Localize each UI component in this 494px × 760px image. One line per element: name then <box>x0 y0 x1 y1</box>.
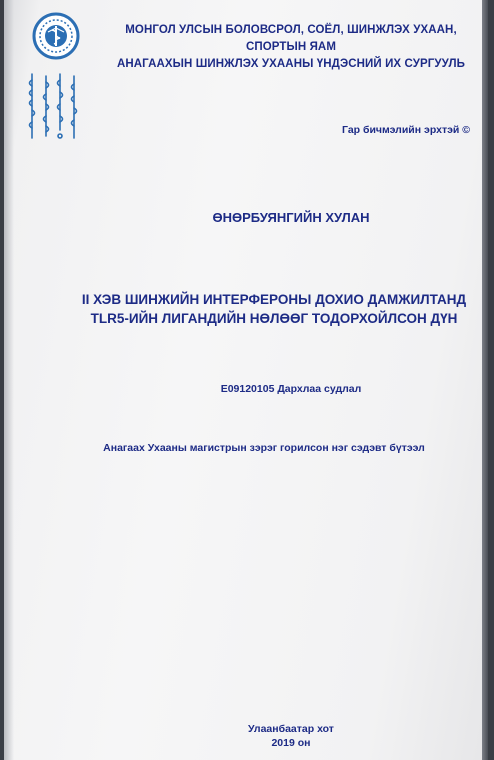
document-page <box>4 0 488 760</box>
place-and-year <box>96 722 486 750</box>
thesis-title-line-2: TLR5-ИЙН ЛИГАНДИЙН НӨЛӨӨГ ТОДОРХОЙЛСОН ДҮН <box>90 311 458 326</box>
thesis-title-line-1: II ХЭВ ШИНЖИЙН ИНТЕРФЕРОНЫ ДОХИО ДАМЖИЛТАНД <box>81 292 467 307</box>
city: Улаанбаатар хот <box>248 723 334 735</box>
page-edge-shadow <box>482 0 488 760</box>
copyright-notice: Гар бичмэлийн эрхтэй © <box>342 124 470 136</box>
degree-statement: Анагаах Ухааны магистрын зэрэг горилсон нэг сэдэвт бүтээл <box>103 442 425 454</box>
author-name: ӨНӨРБУЯНГИЙН ХУЛАН <box>212 210 370 225</box>
institution-header <box>96 22 486 73</box>
specialty-code: E09120105 Дархлаа судлал <box>220 383 362 395</box>
mongolian-script-emblem <box>22 70 82 142</box>
thesis-title <box>64 290 484 328</box>
year: 2019 он <box>271 737 311 749</box>
university-name: АНАГААХЫН ШИНЖЛЭХ УХААНЫ ҮНДЭСНИЙ ИХ СУРГУУЛЬ <box>116 58 466 70</box>
university-emblem-icon <box>32 12 80 60</box>
ministry-name: МОНГОЛ УЛСЫН БОЛОВСРОЛ, СОЁЛ, ШИНЖЛЭХ УХААН, СПОРТЫН ЯАМ <box>125 24 457 53</box>
